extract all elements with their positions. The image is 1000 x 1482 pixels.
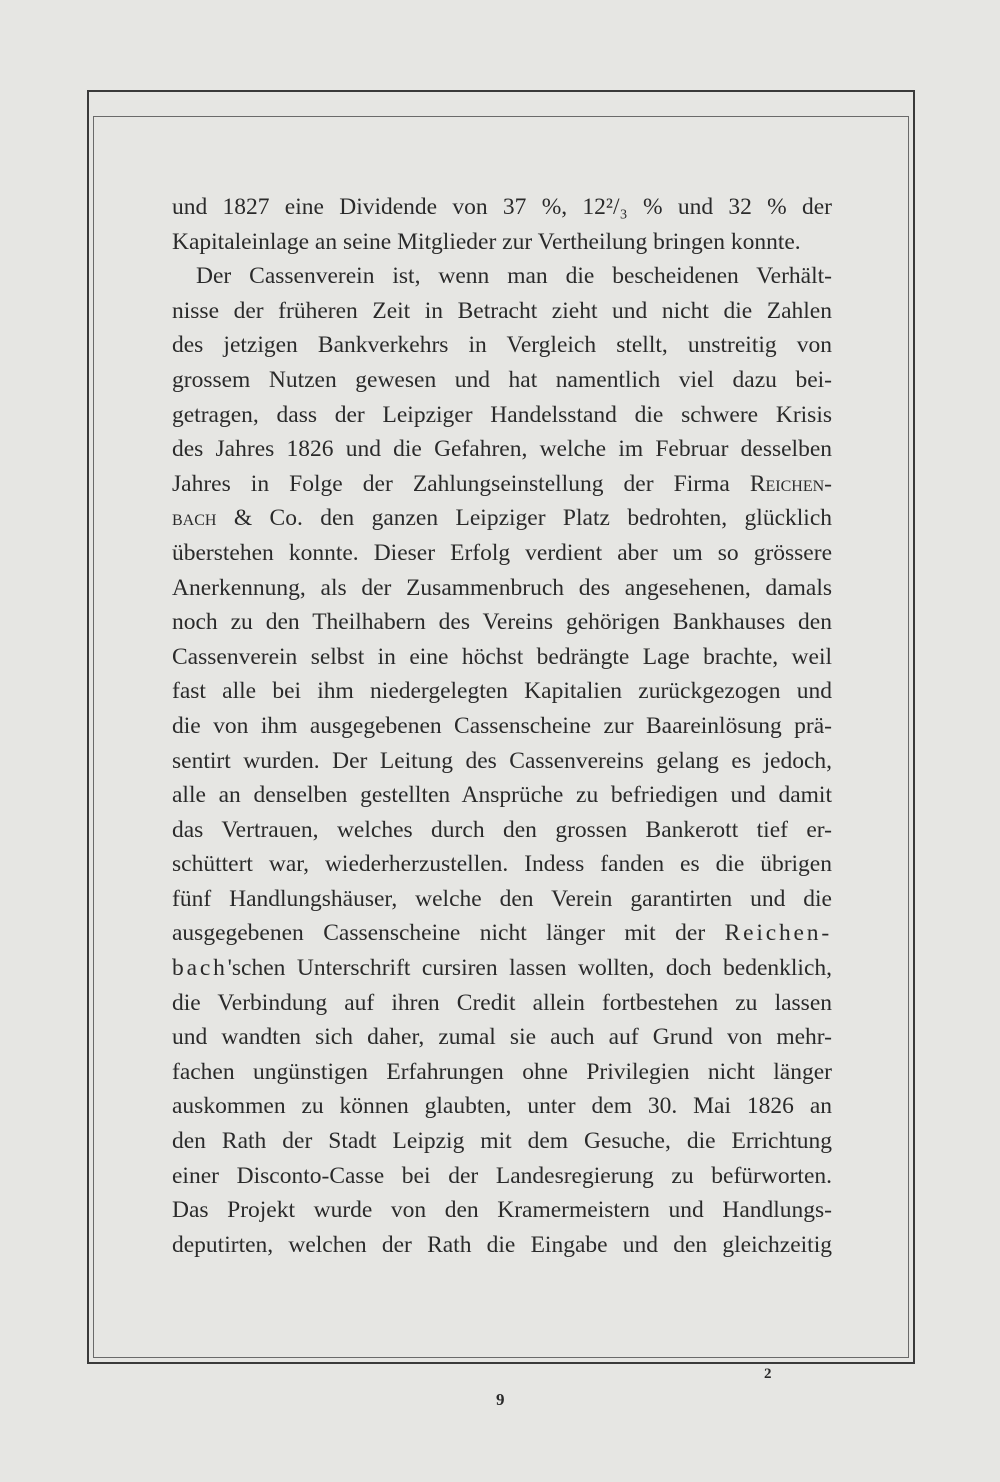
- text-segment: ausgegebenen Cassenscheine nicht länger mit der: [172, 920, 725, 947]
- text-line: alle an denselben gestellten Ansprüche zu befriedigen und damit: [172, 782, 832, 809]
- text-line: auskommen zu können glaubten, unter dem 30. Mai 1826 an: [172, 1093, 832, 1120]
- text-line: die von ihm ausgegebenen Cassenscheine zur Baareinlösung prä-: [172, 712, 832, 739]
- text-line: fachen ungünstigen Erfahrungen ohne Privilegien nicht länger: [172, 1058, 832, 1085]
- text-line: [172, 916, 832, 951]
- text-line: Cassenverein selbst in eine höchst bedrängte Lage brachte, weil: [172, 643, 832, 670]
- signature-mark: 2: [764, 1366, 772, 1382]
- text-line: des Jahres 1826 und die Gefahren, welche im Februar desselben: [172, 436, 832, 463]
- text-segment: Jahres in Folge der Zahlungseinstellung der Firma: [172, 470, 750, 497]
- firm-name-spaced: Reichen-: [724, 920, 832, 947]
- text-line: Anerkennung, als der Zusammenbruch des angesehenen, damals: [172, 574, 832, 601]
- text-line: Der Cassenverein ist, wenn man die bescheidenen Verhält-: [196, 263, 832, 290]
- text-line: das Vertrauen, welches durch den grossen Bankerott tief er-: [172, 816, 832, 843]
- text-line: den Rath der Stadt Leipzig mit dem Gesuche, die Errichtung: [172, 1128, 832, 1155]
- text-line: [172, 467, 832, 502]
- page-number: 9: [496, 1390, 505, 1409]
- text-line: Kapitaleinlage an seine Mitglieder zur Vertheilung bringen konnte.: [172, 228, 801, 255]
- text-line: überstehen konnte. Dieser Erfolg verdient aber um so grössere: [172, 539, 832, 566]
- text-line: grossem Nutzen gewesen und hat namentlich viel dazu bei-: [172, 366, 832, 393]
- text-line: [172, 951, 832, 986]
- text-line: noch zu den Theilhabern des Vereins gehörigen Bankhauses den: [172, 609, 832, 636]
- firm-name-spaced: bach: [172, 955, 228, 982]
- text-line: getragen, dass der Leipziger Handelsstand die schwere Krisis: [172, 401, 832, 428]
- text-line: schüttert war, wiederherzustellen. Indess fanden es die übrigen: [172, 851, 832, 878]
- text-line: und 1827 eine Dividende von 37 %, 12²/₃ % und 32 % der: [172, 194, 832, 220]
- text-line: die Verbindung auf ihren Credit allein fortbestehen zu lassen: [172, 989, 832, 1016]
- text-line: des jetzigen Bankverkehrs in Vergleich stellt, unstreitig von: [172, 332, 832, 359]
- text-line: fünf Handlungshäuser, welche den Verein garantirten und die: [172, 885, 832, 912]
- firm-name-small-caps: bach: [172, 505, 217, 532]
- text-line: [172, 501, 832, 536]
- firm-name-small-caps: Reichen-: [749, 470, 832, 497]
- body-text: [172, 190, 832, 1262]
- text-line: einer Disconto-Casse bei der Landesregierung zu befürworten.: [172, 1162, 832, 1189]
- text-line: sentirt wurden. Der Leitung des Cassenvereins gelang es jedoch,: [172, 747, 832, 774]
- text-line: nisse der früheren Zeit in Betracht zieht und nicht die Zahlen: [172, 297, 832, 324]
- text-line: und wandten sich daher, zumal sie auch auf Grund von mehr-: [172, 1024, 832, 1051]
- text-segment: 'schen Unterschrift cursiren lassen wollten, doch bedenklich,: [227, 955, 832, 982]
- text-line: fast alle bei ihm niedergelegten Kapitalien zurückgezogen und: [172, 678, 832, 705]
- text-segment: & Co. den ganzen Leipziger Platz bedrohten, glücklich: [233, 505, 833, 532]
- text-line: Das Projekt wurde von den Kramermeistern und Handlungs-: [172, 1197, 832, 1224]
- text-line: deputirten, welchen der Rath die Eingabe und den gleichzeitig: [172, 1231, 832, 1258]
